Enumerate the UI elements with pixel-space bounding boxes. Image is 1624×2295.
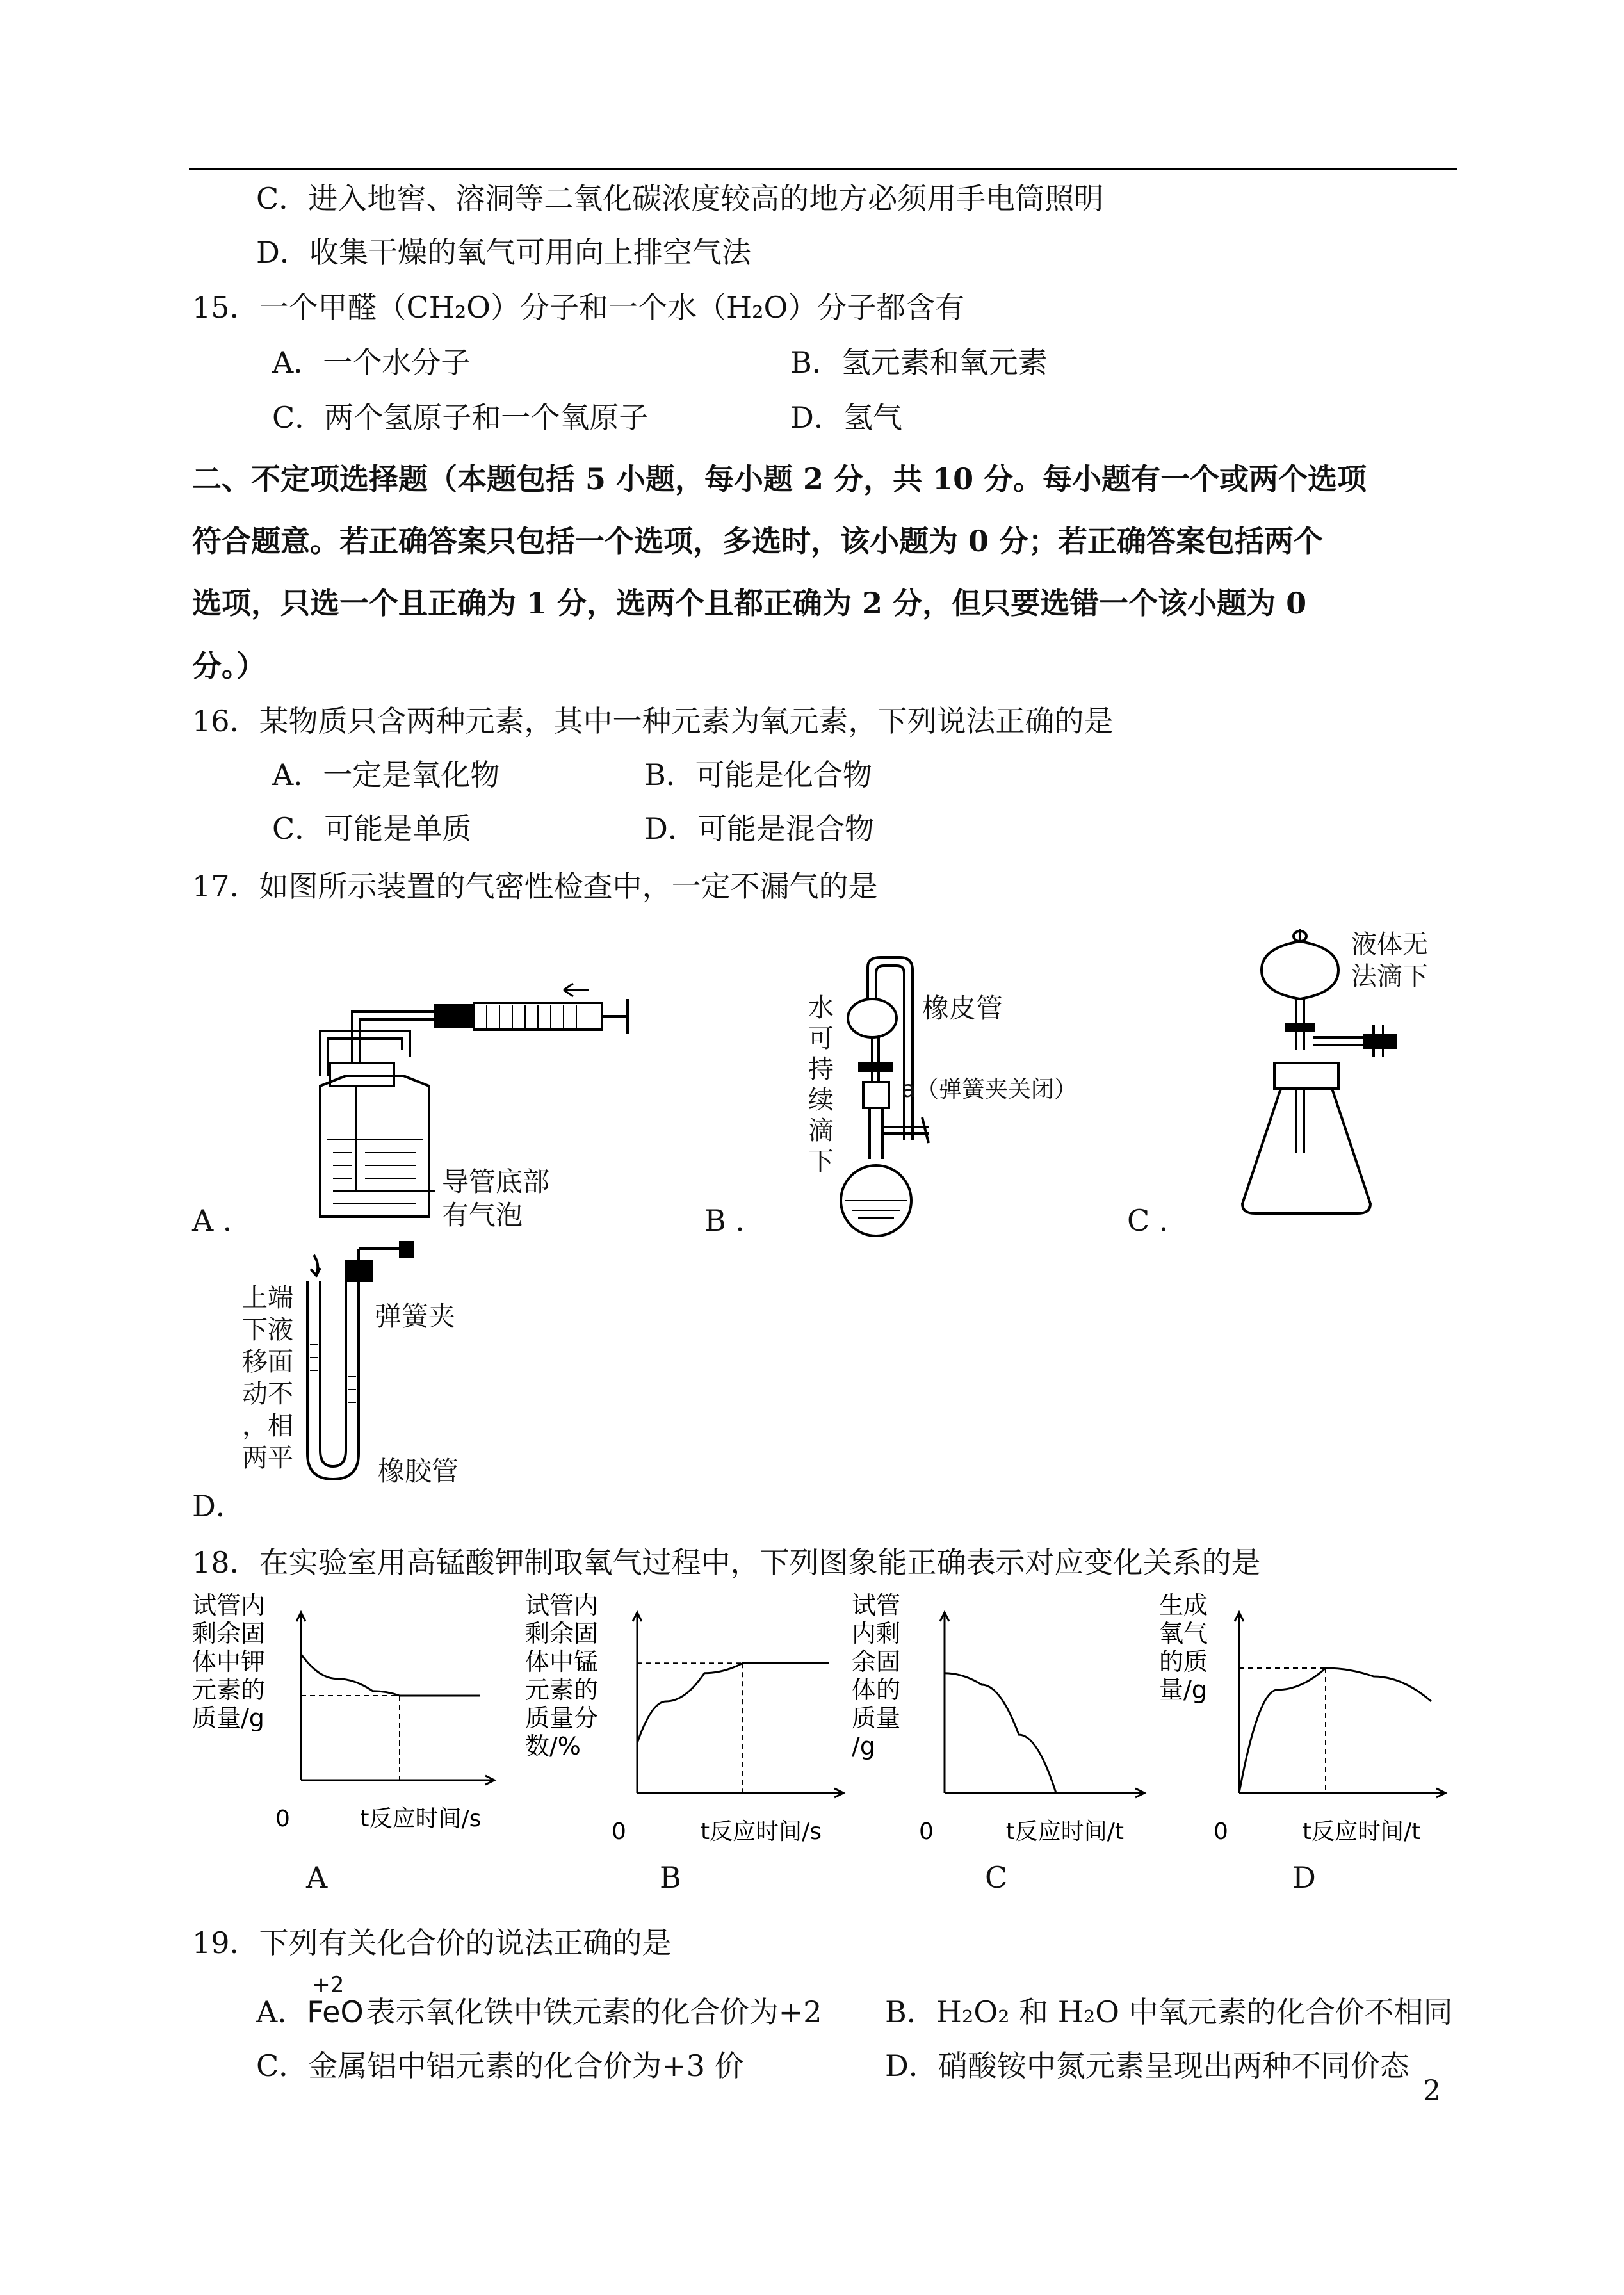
q15-option-b: B．氢元素和氧元素: [790, 345, 1048, 380]
q18-chart-c: [852, 1591, 1159, 1845]
header-rule: [189, 168, 1457, 170]
apparatus-d-clamp-label: 弹簧夹: [375, 1301, 456, 1332]
series-line: [1239, 1668, 1431, 1793]
feo-text: FeO: [307, 1995, 364, 2029]
q16-option-c: C．可能是单质: [272, 811, 472, 846]
x-axis-label: t反应时间/s: [701, 1819, 822, 1845]
q17-option-b-label: B ．: [704, 1203, 765, 1238]
q18-chart-d: [1159, 1591, 1466, 1845]
q16-option-a: A．一定是氧化物: [272, 758, 500, 792]
q16-option-d: D．可能是混合物: [644, 811, 874, 846]
q19-option-c: C．金属铝中铝元素的化合价为+3 价: [256, 2048, 744, 2083]
origin-label: 0: [1214, 1819, 1228, 1845]
q16-option-b: B．可能是化合物: [644, 758, 872, 792]
q18-stem: 18．在实验室用高锰酸钾制取氧气过程中，下列图象能正确表示对应变化关系的是: [192, 1545, 1261, 1580]
section2-header-line1: 二、不定项选择题（本题包括 5 小题，每小题 2 分，共 10 分。每小题有一个或两个选项: [192, 462, 1367, 496]
y-axis-label: 试管内剩余固体中锰元素的质量分数/%: [525, 1591, 599, 1760]
series-line: [301, 1654, 480, 1696]
q19-option-a-prefix: A．: [256, 1995, 307, 2029]
q18-label-a: A: [306, 1860, 328, 1895]
q19-option-d: D．硝酸铵中氮元素呈现出两种不同价态: [885, 2048, 1409, 2083]
q19-option-a: [256, 1972, 822, 2031]
feo-formula: [307, 1972, 364, 2031]
section2-header-line3: 选项，只选一个且正确为 1 分，选两个且都正确为 2 分，但只要选错一个该小题为 0: [192, 586, 1307, 620]
q17-option-a-label: A ．: [192, 1203, 252, 1238]
q18-label-d: D: [1292, 1860, 1316, 1895]
x-axis-label: t反应时间/t: [1005, 1819, 1125, 1845]
q19-option-a-text: 表示氧化铁中铁元素的化合价为+2: [366, 1995, 822, 2029]
section2-header-line4: 分。）: [192, 649, 266, 683]
q15-option-d: D．氢气: [790, 400, 902, 435]
q17-option-c-label: C ．: [1127, 1203, 1189, 1238]
y-axis-label: 试管内剩余固体中钾元素的质量/g: [192, 1591, 266, 1732]
y-axis-label: 试管内剩余固体的质量/g: [852, 1591, 901, 1760]
x-axis-label: t反应时间/s: [360, 1806, 482, 1832]
apparatus-a-bubbles-label: 导管底部 有气泡: [442, 1166, 550, 1231]
apparatus-b-clamp-label: a（弹簧夹关闭）: [902, 1076, 1078, 1103]
q15-stem: 15．一个甲醛（CH₂O）分子和一个水（H₂O）分子都含有: [192, 290, 965, 325]
q18-label-b: B: [660, 1860, 681, 1895]
apparatus-b-rubber-tube-label: 橡皮管: [922, 993, 1003, 1024]
apparatus-b-water-label: 水 可 持 续 滴 下: [808, 993, 834, 1176]
q17-stem: 17．如图所示装置的气密性检查中，一定不漏气的是: [192, 869, 878, 904]
q17-option-d-label: D．: [192, 1489, 245, 1523]
q18-chart-a: [192, 1591, 512, 1832]
origin-label: 0: [919, 1819, 934, 1845]
q15-option-c: C．两个氢原子和一个氧原子: [272, 400, 649, 435]
series-line: [945, 1673, 1056, 1793]
section2-header-line2: 符合题意。若正确答案只包括一个选项，多选时，该小题为 0 分；若正确答案包括两个: [192, 524, 1324, 558]
q18-chart-b: [525, 1591, 858, 1845]
q15-option-a: A．一个水分子: [272, 345, 471, 380]
y-axis-label: 生成氧气的质量/g: [1159, 1591, 1208, 1704]
page-number: 2: [1423, 2075, 1441, 2107]
q19-option-b: B．H₂O₂ 和 H₂O 中氧元素的化合价不相同: [885, 1995, 1453, 2029]
q14-option-d: D．收集干燥的氧气可用向上排空气法: [256, 235, 751, 270]
apparatus-c-liquid-label: 液体无 法滴下: [1351, 930, 1428, 991]
q18-label-c: C: [985, 1860, 1008, 1895]
x-axis-label: t反应时间/t: [1303, 1819, 1421, 1845]
q16-stem: 16．某物质只含两种元素，其中一种元素为氧元素，下列说法正确的是: [192, 704, 1114, 738]
q19-stem: 19．下列有关化合价的说法正确的是: [192, 1926, 672, 1960]
series-line: [637, 1663, 829, 1743]
feo-valence: +2: [312, 1972, 345, 1998]
apparatus-d-level-label: 上端 下液 移面 动不 ，相 两平: [242, 1283, 293, 1473]
origin-label: 0: [612, 1819, 626, 1845]
origin-label: 0: [275, 1806, 290, 1832]
q14-option-c: C．进入地窖、溶洞等二氧化碳浓度较高的地方必须用手电筒照明: [256, 181, 1104, 216]
apparatus-d-rubber-label: 橡胶管: [378, 1456, 459, 1487]
